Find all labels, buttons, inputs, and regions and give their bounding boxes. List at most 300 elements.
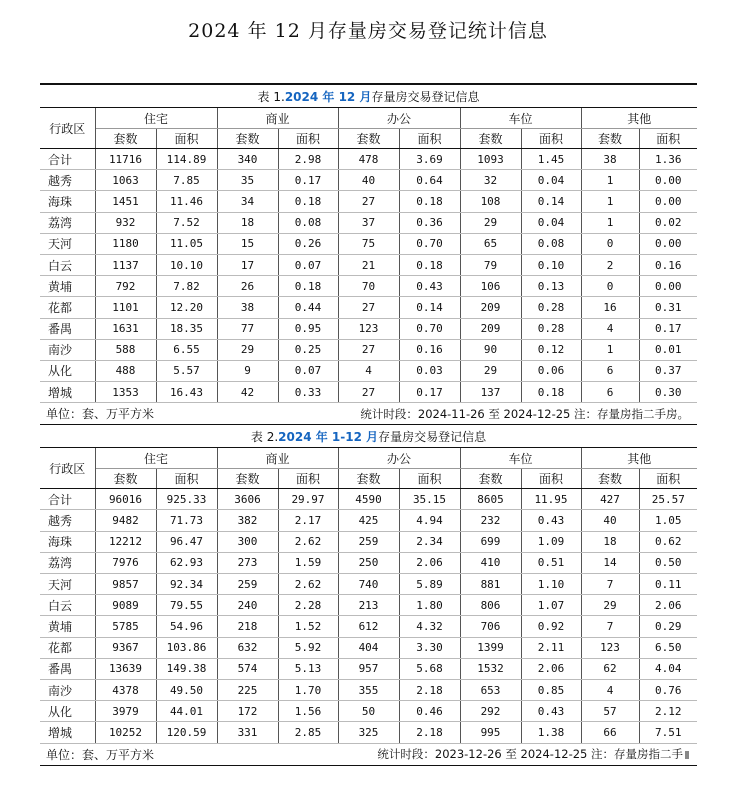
area-cell: 2.85 [278,722,338,743]
count-cell: 29 [460,360,521,381]
count-cell: 1399 [460,637,521,658]
count-cell: 9 [217,360,278,381]
table1-row-total [40,149,697,170]
count-cell: 32 [460,170,521,191]
count-cell: 1 [581,339,639,360]
district-name: 增城 [40,382,95,403]
table1-row-tianhe [40,233,697,254]
table2-caption [40,425,697,448]
table1-row-yuexiu [40,170,697,191]
count-cell: 21 [338,254,399,275]
table2-row-liwan [40,552,697,573]
count-cell: 0 [581,233,639,254]
table1-caption-row [40,84,697,108]
table1-row-huangpu [40,276,697,297]
table2-row-huadu [40,637,697,658]
count-cell: 488 [95,360,156,381]
count-cell: 108 [460,191,521,212]
count-cell: 8605 [460,489,521,510]
area-cell: 0.14 [399,297,460,318]
table2-area-header: 面积 [639,469,697,489]
count-cell: 15 [217,233,278,254]
count-cell: 9367 [95,637,156,658]
count-cell: 1353 [95,382,156,403]
area-cell: 1.10 [521,574,581,595]
count-cell: 1451 [95,191,156,212]
count-cell: 209 [460,318,521,339]
area-cell: 2.28 [278,595,338,616]
table2-row-nansha [40,679,697,700]
area-cell: 11.46 [156,191,217,212]
count-cell: 259 [217,574,278,595]
table2-area-header: 面积 [521,469,581,489]
table1-sub-header-row [40,129,697,149]
table1-district-header: 行政区 [40,108,95,149]
district-name: 从化 [40,701,95,722]
area-cell: 96.47 [156,531,217,552]
table2-row-yuexiu [40,510,697,531]
area-cell: 120.59 [156,722,217,743]
table1-period-text: 统计时段：2024-11-26 至 2024-12-25 注：存量房指二手房。 [360,406,690,421]
area-cell: 4.32 [399,616,460,637]
area-cell: 1.59 [278,552,338,573]
area-cell: 18.35 [156,318,217,339]
area-cell: 0.95 [278,318,338,339]
area-cell: 1.80 [399,595,460,616]
area-cell: 0.44 [278,297,338,318]
area-cell: 0.00 [639,233,697,254]
count-cell: 12212 [95,531,156,552]
table2-count-header: 套数 [460,469,521,489]
area-cell: 0.00 [639,276,697,297]
table2-area-header: 面积 [278,469,338,489]
area-cell: 925.33 [156,489,217,510]
area-cell: 92.34 [156,574,217,595]
area-cell: 0.85 [521,679,581,700]
area-cell: 0.37 [639,360,697,381]
table2-row-panyu [40,658,697,679]
count-cell: 653 [460,679,521,700]
district-name: 从化 [40,360,95,381]
table1-caption-prefix: 表 1. [257,89,285,104]
table2-count-header: 套数 [581,469,639,489]
area-cell: 11.05 [156,233,217,254]
count-cell: 57 [581,701,639,722]
area-cell: 5.57 [156,360,217,381]
count-cell: 355 [338,679,399,700]
count-cell: 740 [338,574,399,595]
area-cell: 2.06 [521,658,581,679]
count-cell: 2 [581,254,639,275]
count-cell: 259 [338,531,399,552]
count-cell: 1 [581,191,639,212]
count-cell: 340 [217,149,278,170]
district-name: 南沙 [40,679,95,700]
count-cell: 90 [460,339,521,360]
area-cell: 0.07 [278,360,338,381]
area-cell: 0.26 [278,233,338,254]
count-cell: 209 [460,297,521,318]
count-cell: 37 [338,212,399,233]
area-cell: 2.34 [399,531,460,552]
area-cell: 16.43 [156,382,217,403]
table1-category-header-row [40,108,697,129]
area-cell: 0.04 [521,170,581,191]
area-cell: 5.68 [399,658,460,679]
table2-category-header: 车位 [460,448,581,469]
area-cell: 0.03 [399,360,460,381]
area-cell: 10.10 [156,254,217,275]
count-cell: 699 [460,531,521,552]
table1-area-header: 面积 [399,129,460,149]
area-cell: 2.06 [639,595,697,616]
table1-category-header: 办公 [338,108,460,129]
area-cell: 149.38 [156,658,217,679]
table2-period-text: 统计时段：2023-12-26 至 2024-12-25 注：存量房指二手 [377,747,684,761]
count-cell: 213 [338,595,399,616]
count-cell: 77 [217,318,278,339]
district-name: 黄埔 [40,276,95,297]
count-cell: 50 [338,701,399,722]
count-cell: 4 [581,679,639,700]
table1-period-note [278,403,697,425]
area-cell: 25.57 [639,489,697,510]
table2-area-header: 面积 [399,469,460,489]
count-cell: 9482 [95,510,156,531]
count-cell: 331 [217,722,278,743]
count-cell: 40 [581,510,639,531]
count-cell: 4590 [338,489,399,510]
district-name: 增城 [40,722,95,743]
table2-category-header-row [40,448,697,469]
area-cell: 0.02 [639,212,697,233]
table1-count-header: 套数 [95,129,156,149]
area-cell: 0.01 [639,339,697,360]
area-cell: 0.29 [639,616,697,637]
table2-row-zengcheng [40,722,697,743]
area-cell: 0.70 [399,233,460,254]
table1-area-header: 面积 [156,129,217,149]
table1-row-haizhu [40,191,697,212]
table1-row-nansha [40,339,697,360]
area-cell: 0.33 [278,382,338,403]
area-cell: 1.36 [639,149,697,170]
count-cell: 26 [217,276,278,297]
table2-caption-prefix: 表 2. [250,429,279,444]
count-cell: 106 [460,276,521,297]
table1-row-huadu [40,297,697,318]
area-cell: 1.70 [278,679,338,700]
statistics-tables [40,83,697,766]
area-cell: 2.98 [278,149,338,170]
district-name: 花都 [40,637,95,658]
table2-period-note [278,743,697,765]
count-cell: 29 [217,339,278,360]
area-cell: 0.18 [278,191,338,212]
area-cell: 54.96 [156,616,217,637]
table1-count-header: 套数 [217,129,278,149]
area-cell: 1.07 [521,595,581,616]
count-cell: 1532 [460,658,521,679]
table2-row-tianhe [40,574,697,595]
area-cell: 5.13 [278,658,338,679]
table2-row-conghua [40,701,697,722]
area-cell: 5.92 [278,637,338,658]
district-name: 合计 [40,489,95,510]
count-cell: 38 [581,149,639,170]
area-cell: 5.89 [399,574,460,595]
table1-area-header: 面积 [521,129,581,149]
table1-caption [40,84,697,108]
district-name: 番禺 [40,318,95,339]
district-name: 海珠 [40,191,95,212]
area-cell: 0.08 [521,233,581,254]
table2-row-huangpu [40,616,697,637]
area-cell: 0.00 [639,191,697,212]
count-cell: 172 [217,701,278,722]
count-cell: 1631 [95,318,156,339]
count-cell: 27 [338,191,399,212]
area-cell: 6.50 [639,637,697,658]
area-cell: 0.16 [399,339,460,360]
area-cell: 2.12 [639,701,697,722]
table1-caption-suffix: 存量房交易登记信息 [371,89,480,104]
area-cell: 2.62 [278,574,338,595]
table1-category-header: 住宅 [95,108,217,129]
count-cell: 706 [460,616,521,637]
count-cell: 632 [217,637,278,658]
area-cell: 0.76 [639,679,697,700]
table2-count-header: 套数 [217,469,278,489]
count-cell: 62 [581,658,639,679]
area-cell: 0.14 [521,191,581,212]
count-cell: 410 [460,552,521,573]
area-cell: 0.08 [278,212,338,233]
count-cell: 218 [217,616,278,637]
area-cell: 35.15 [399,489,460,510]
area-cell: 0.18 [399,254,460,275]
table2-caption-row [40,425,697,448]
table1-count-header: 套数 [581,129,639,149]
count-cell: 35 [217,170,278,191]
count-cell: 1137 [95,254,156,275]
count-cell: 325 [338,722,399,743]
count-cell: 27 [338,382,399,403]
area-cell: 2.62 [278,531,338,552]
table2-category-header: 商业 [217,448,338,469]
count-cell: 75 [338,233,399,254]
count-cell: 881 [460,574,521,595]
area-cell: 0.17 [639,318,697,339]
area-cell: 2.18 [399,722,460,743]
area-cell: 1.05 [639,510,697,531]
count-cell: 34 [217,191,278,212]
count-cell: 806 [460,595,521,616]
count-cell: 65 [460,233,521,254]
count-cell: 425 [338,510,399,531]
area-cell: 7.52 [156,212,217,233]
area-cell: 0.18 [521,382,581,403]
registration-table [40,83,697,766]
area-cell: 0.25 [278,339,338,360]
table1-area-header: 面积 [639,129,697,149]
count-cell: 16 [581,297,639,318]
count-cell: 792 [95,276,156,297]
count-cell: 232 [460,510,521,531]
count-cell: 427 [581,489,639,510]
area-cell: 0.28 [521,318,581,339]
area-cell: 3.30 [399,637,460,658]
table2-count-header: 套数 [95,469,156,489]
count-cell: 27 [338,297,399,318]
table1-category-header: 其他 [581,108,697,129]
count-cell: 42 [217,382,278,403]
count-cell: 250 [338,552,399,573]
count-cell: 0 [581,276,639,297]
area-cell: 0.36 [399,212,460,233]
area-cell: 29.97 [278,489,338,510]
table1-row-liwan [40,212,697,233]
district-name: 天河 [40,574,95,595]
count-cell: 273 [217,552,278,573]
count-cell: 17 [217,254,278,275]
count-cell: 404 [338,637,399,658]
count-cell: 1 [581,170,639,191]
count-cell: 3979 [95,701,156,722]
count-cell: 478 [338,149,399,170]
area-cell: 0.62 [639,531,697,552]
count-cell: 123 [338,318,399,339]
count-cell: 382 [217,510,278,531]
count-cell: 6 [581,360,639,381]
area-cell: 1.09 [521,531,581,552]
area-cell: 0.64 [399,170,460,191]
count-cell: 96016 [95,489,156,510]
area-cell: 0.30 [639,382,697,403]
area-cell: 0.00 [639,170,697,191]
count-cell: 137 [460,382,521,403]
count-cell: 14 [581,552,639,573]
table2-row-baiyun [40,595,697,616]
area-cell: 0.16 [639,254,697,275]
table2-category-header: 住宅 [95,448,217,469]
area-cell: 0.92 [521,616,581,637]
table2-caption-suffix: 存量房交易登记信息 [378,429,487,444]
area-cell: 0.43 [399,276,460,297]
area-cell: 7.82 [156,276,217,297]
count-cell: 292 [460,701,521,722]
area-cell: 2.17 [278,510,338,531]
area-cell: 0.12 [521,339,581,360]
area-cell: 11.95 [521,489,581,510]
count-cell: 4378 [95,679,156,700]
count-cell: 6 [581,382,639,403]
table2-caption-period: 2024 年 1-12 月 [278,429,379,444]
district-name: 越秀 [40,170,95,191]
area-cell: 2.18 [399,679,460,700]
area-cell: 49.50 [156,679,217,700]
count-cell: 29 [460,212,521,233]
table2-unit-note: 单位：套、万平方米 [40,743,278,765]
area-cell: 1.45 [521,149,581,170]
area-cell: 114.89 [156,149,217,170]
count-cell: 957 [338,658,399,679]
area-cell: 0.17 [278,170,338,191]
table2-row-total [40,489,697,510]
table1-count-header: 套数 [338,129,399,149]
district-name: 白云 [40,254,95,275]
table2-area-header: 面积 [156,469,217,489]
area-cell: 0.18 [399,191,460,212]
area-cell: 3.69 [399,149,460,170]
district-name: 越秀 [40,510,95,531]
count-cell: 18 [217,212,278,233]
area-cell: 0.51 [521,552,581,573]
area-cell: 2.06 [399,552,460,573]
district-name: 荔湾 [40,212,95,233]
document-title: 2024 年 12 月存量房交易登记统计信息 [188,20,548,42]
count-cell: 1101 [95,297,156,318]
watermark-smudge [685,751,689,759]
table2-count-header: 套数 [338,469,399,489]
count-cell: 38 [217,297,278,318]
area-cell: 0.13 [521,276,581,297]
count-cell: 1093 [460,149,521,170]
area-cell: 4.94 [399,510,460,531]
table1-row-baiyun [40,254,697,275]
district-name: 天河 [40,233,95,254]
area-cell: 0.50 [639,552,697,573]
area-cell: 0.06 [521,360,581,381]
district-name: 黄埔 [40,616,95,637]
district-name: 海珠 [40,531,95,552]
count-cell: 300 [217,531,278,552]
area-cell: 12.20 [156,297,217,318]
area-cell: 0.04 [521,212,581,233]
count-cell: 612 [338,616,399,637]
table2-row-haizhu [40,531,697,552]
count-cell: 7 [581,574,639,595]
count-cell: 4 [581,318,639,339]
table2-category-header: 办公 [338,448,460,469]
area-cell: 44.01 [156,701,217,722]
table1-row-panyu [40,318,697,339]
area-cell: 0.43 [521,701,581,722]
count-cell: 123 [581,637,639,658]
area-cell: 0.46 [399,701,460,722]
district-name: 番禺 [40,658,95,679]
area-cell: 62.93 [156,552,217,573]
table2-footer-row [40,743,697,765]
table2-category-header: 其他 [581,448,697,469]
table1-count-header: 套数 [460,129,521,149]
table2-sub-header-row [40,469,697,489]
count-cell: 13639 [95,658,156,679]
area-cell: 7.51 [639,722,697,743]
table1-caption-period: 2024 年 12 月 [284,89,372,104]
area-cell: 0.11 [639,574,697,595]
district-name: 合计 [40,149,95,170]
count-cell: 7 [581,616,639,637]
area-cell: 7.85 [156,170,217,191]
area-cell: 79.55 [156,595,217,616]
table1-footer-row [40,403,697,425]
area-cell: 103.86 [156,637,217,658]
count-cell: 40 [338,170,399,191]
count-cell: 9857 [95,574,156,595]
count-cell: 1063 [95,170,156,191]
area-cell: 0.70 [399,318,460,339]
